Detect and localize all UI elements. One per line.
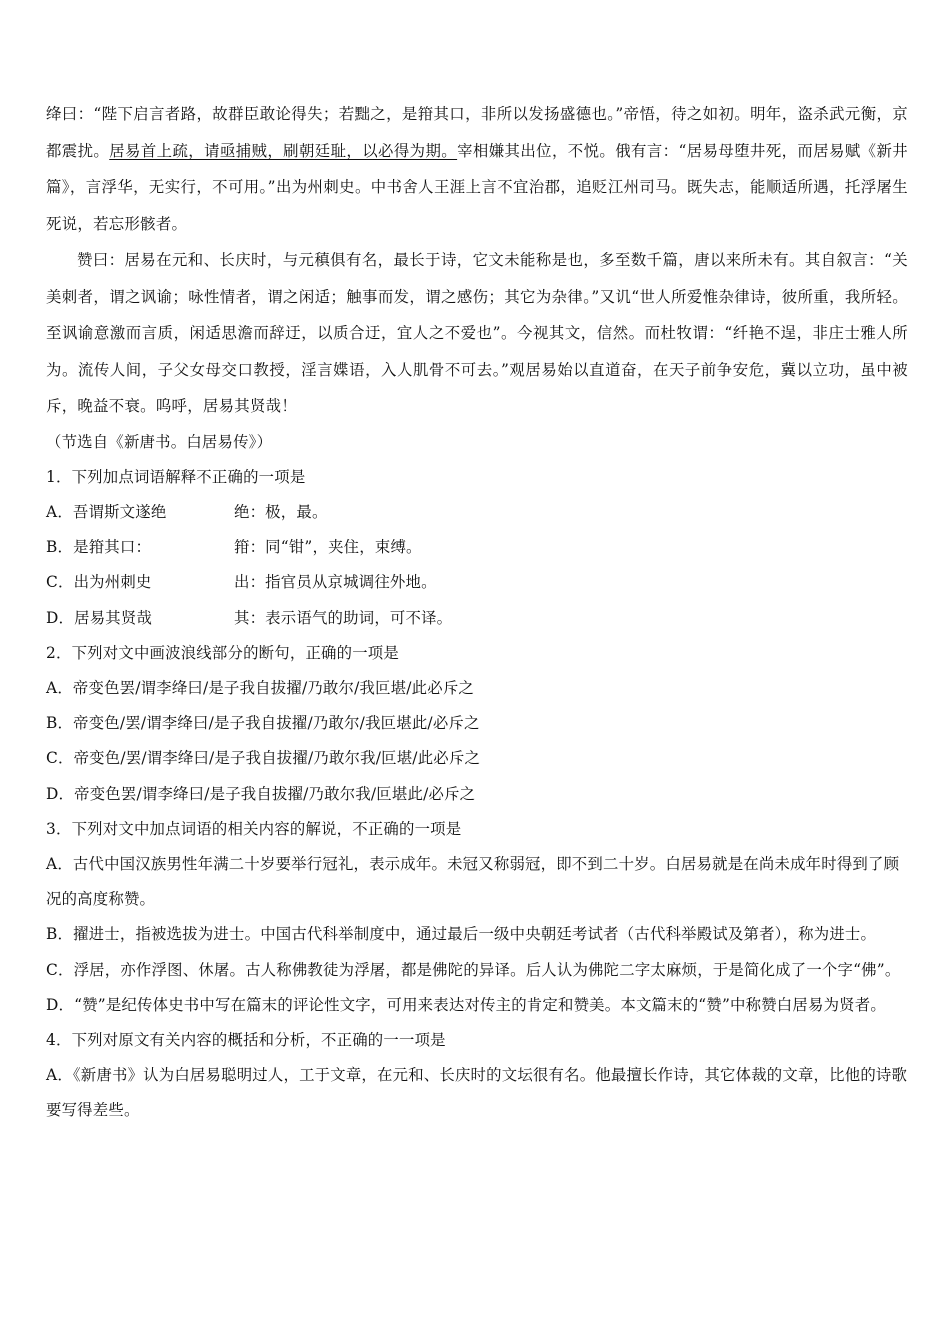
underlined-sentence: 居易首上疏，请亟捕贼，刷朝廷耻，以必得为期。 — [109, 141, 458, 160]
question-4-option-a: A．《新唐书》认为白居易聪明过人，工于文章，在元和、长庆时的文坛很有名。他最擅长作诗，其它体裁的文章，比他的诗歌要写得差些。 — [46, 1066, 908, 1120]
question-2-option-b: B．帝变色/罢/谓李绛曰/是子我自拔擢/乃敢尔/我叵堪此/必斥之 — [46, 714, 480, 733]
question-3-stem: 3．下列对文中加点词语的相关内容的解说，不正确的一项是 — [46, 819, 462, 838]
question-1-option-b: B．是箝其口： 箝：同“钳”，夹住，束缚。 — [46, 538, 422, 557]
question-1-option-a: A．吾谓斯文遂绝 绝：极，最。 — [46, 502, 328, 521]
passage-source: （节选自《新唐书。白居易传》） — [46, 432, 273, 451]
question-2-option-a: A．帝变色罢/谓李绛曰/是子我自拔擢/乃敢尔/我叵堪/此必斥之 — [46, 678, 475, 697]
document-page — [46, 96, 908, 1129]
question-3-option-b: B．擢进士，指被选拔为进士。中国古代科举制度中，通过最后一级中央朝廷考试者（古代科举殿试及第者），称为进士。 — [46, 925, 877, 944]
question-3-option-a: A．古代中国汉族男性年满二十岁要举行冠礼，表示成年。未冠又称弱冠，即不到二十岁。白居易就是在尚未成年时得到了顾况的高度称赞。 — [46, 854, 900, 909]
question-3-option-d: D．“赞”是纪传体史书中写在篇末的评论性文字，可用来表达对传主的肯定和赞美。本文篇末的“赞”中称赞白居易为贤者。 — [46, 995, 886, 1014]
passage-paragraph-1 — [46, 96, 908, 242]
question-2-option-c: C．帝变色/罢/谓李绛曰/是子我自拔擢/乃敢尔我/叵堪/此必斥之 — [46, 749, 481, 768]
question-1-stem: 1．下列加点词语解释不正确的一项是 — [46, 467, 306, 486]
question-3-option-c: C．浮居，亦作浮图、休屠。古人称佛教徒为浮屠，都是佛陀的异译。后人认为佛陀二字太麻烦，于是简化成了一个字“佛”。 — [46, 960, 901, 979]
question-2-stem: 2．下列对文中画波浪线部分的断句，正确的一项是 — [46, 643, 399, 662]
passage-text: 绛曰：“陛下启言者路，故群臣敢论得失；若黜之，是箝其口，非所以发扬盛德也。”帝悟，待之如初。明年，盗杀武元衡，京都震扰。 — [46, 105, 908, 160]
question-4-stem: 4．下列对原文有关内容的概括和分析，不正确的一一项是 — [46, 1030, 446, 1049]
passage-text: 宰相嫌其出位，不悦。俄有言：“居易母堕井死，而居易赋《新井篇》，言浮华，无实行，不可用。”出为州刺史。中书舍人王涯上言不宜治郡，追贬江州司马。既失志，能顺适所遇，托浮屠生死说，若忘形骸者。 — [46, 141, 908, 233]
question-1-option-c: C．出为州刺史 出：指官员从京城调往外地。 — [46, 573, 437, 592]
passage-paragraph-2: 赞曰：居易在元和、长庆时，与元稹俱有名，最长于诗，它文未能称是也，多至数千篇，唐以来所未有。其自叙言：“关美刺者，谓之讽谕；咏性情者，谓之闲适；触事而发，谓之感伤；其它为杂律。”又讥“世人所爱惟杂律诗，彼所重，我所轻。至讽谕意激而言质，闲适思澹而辞迂，以质合迂，宜人之不爱也”。今视其文，信然。而杜牧谓：“纤艳不逞，非庄士雅人所为。流传人间，子父女母交口教授，淫言媟语，入人肌骨不可去。”观居易始以直道奋，在天子前争安危，冀以立功，虽中被斥，晚益不衰。呜呼，居易其贤哉！ — [46, 251, 908, 415]
question-1-option-d: D．居易其贤哉 其：表示语气的助词，可不译。 — [46, 608, 453, 627]
question-2-option-d: D．帝变色罢/谓李绛曰/是子我自拔擢/乃敢尔我/叵堪此/必斥之 — [46, 784, 476, 803]
